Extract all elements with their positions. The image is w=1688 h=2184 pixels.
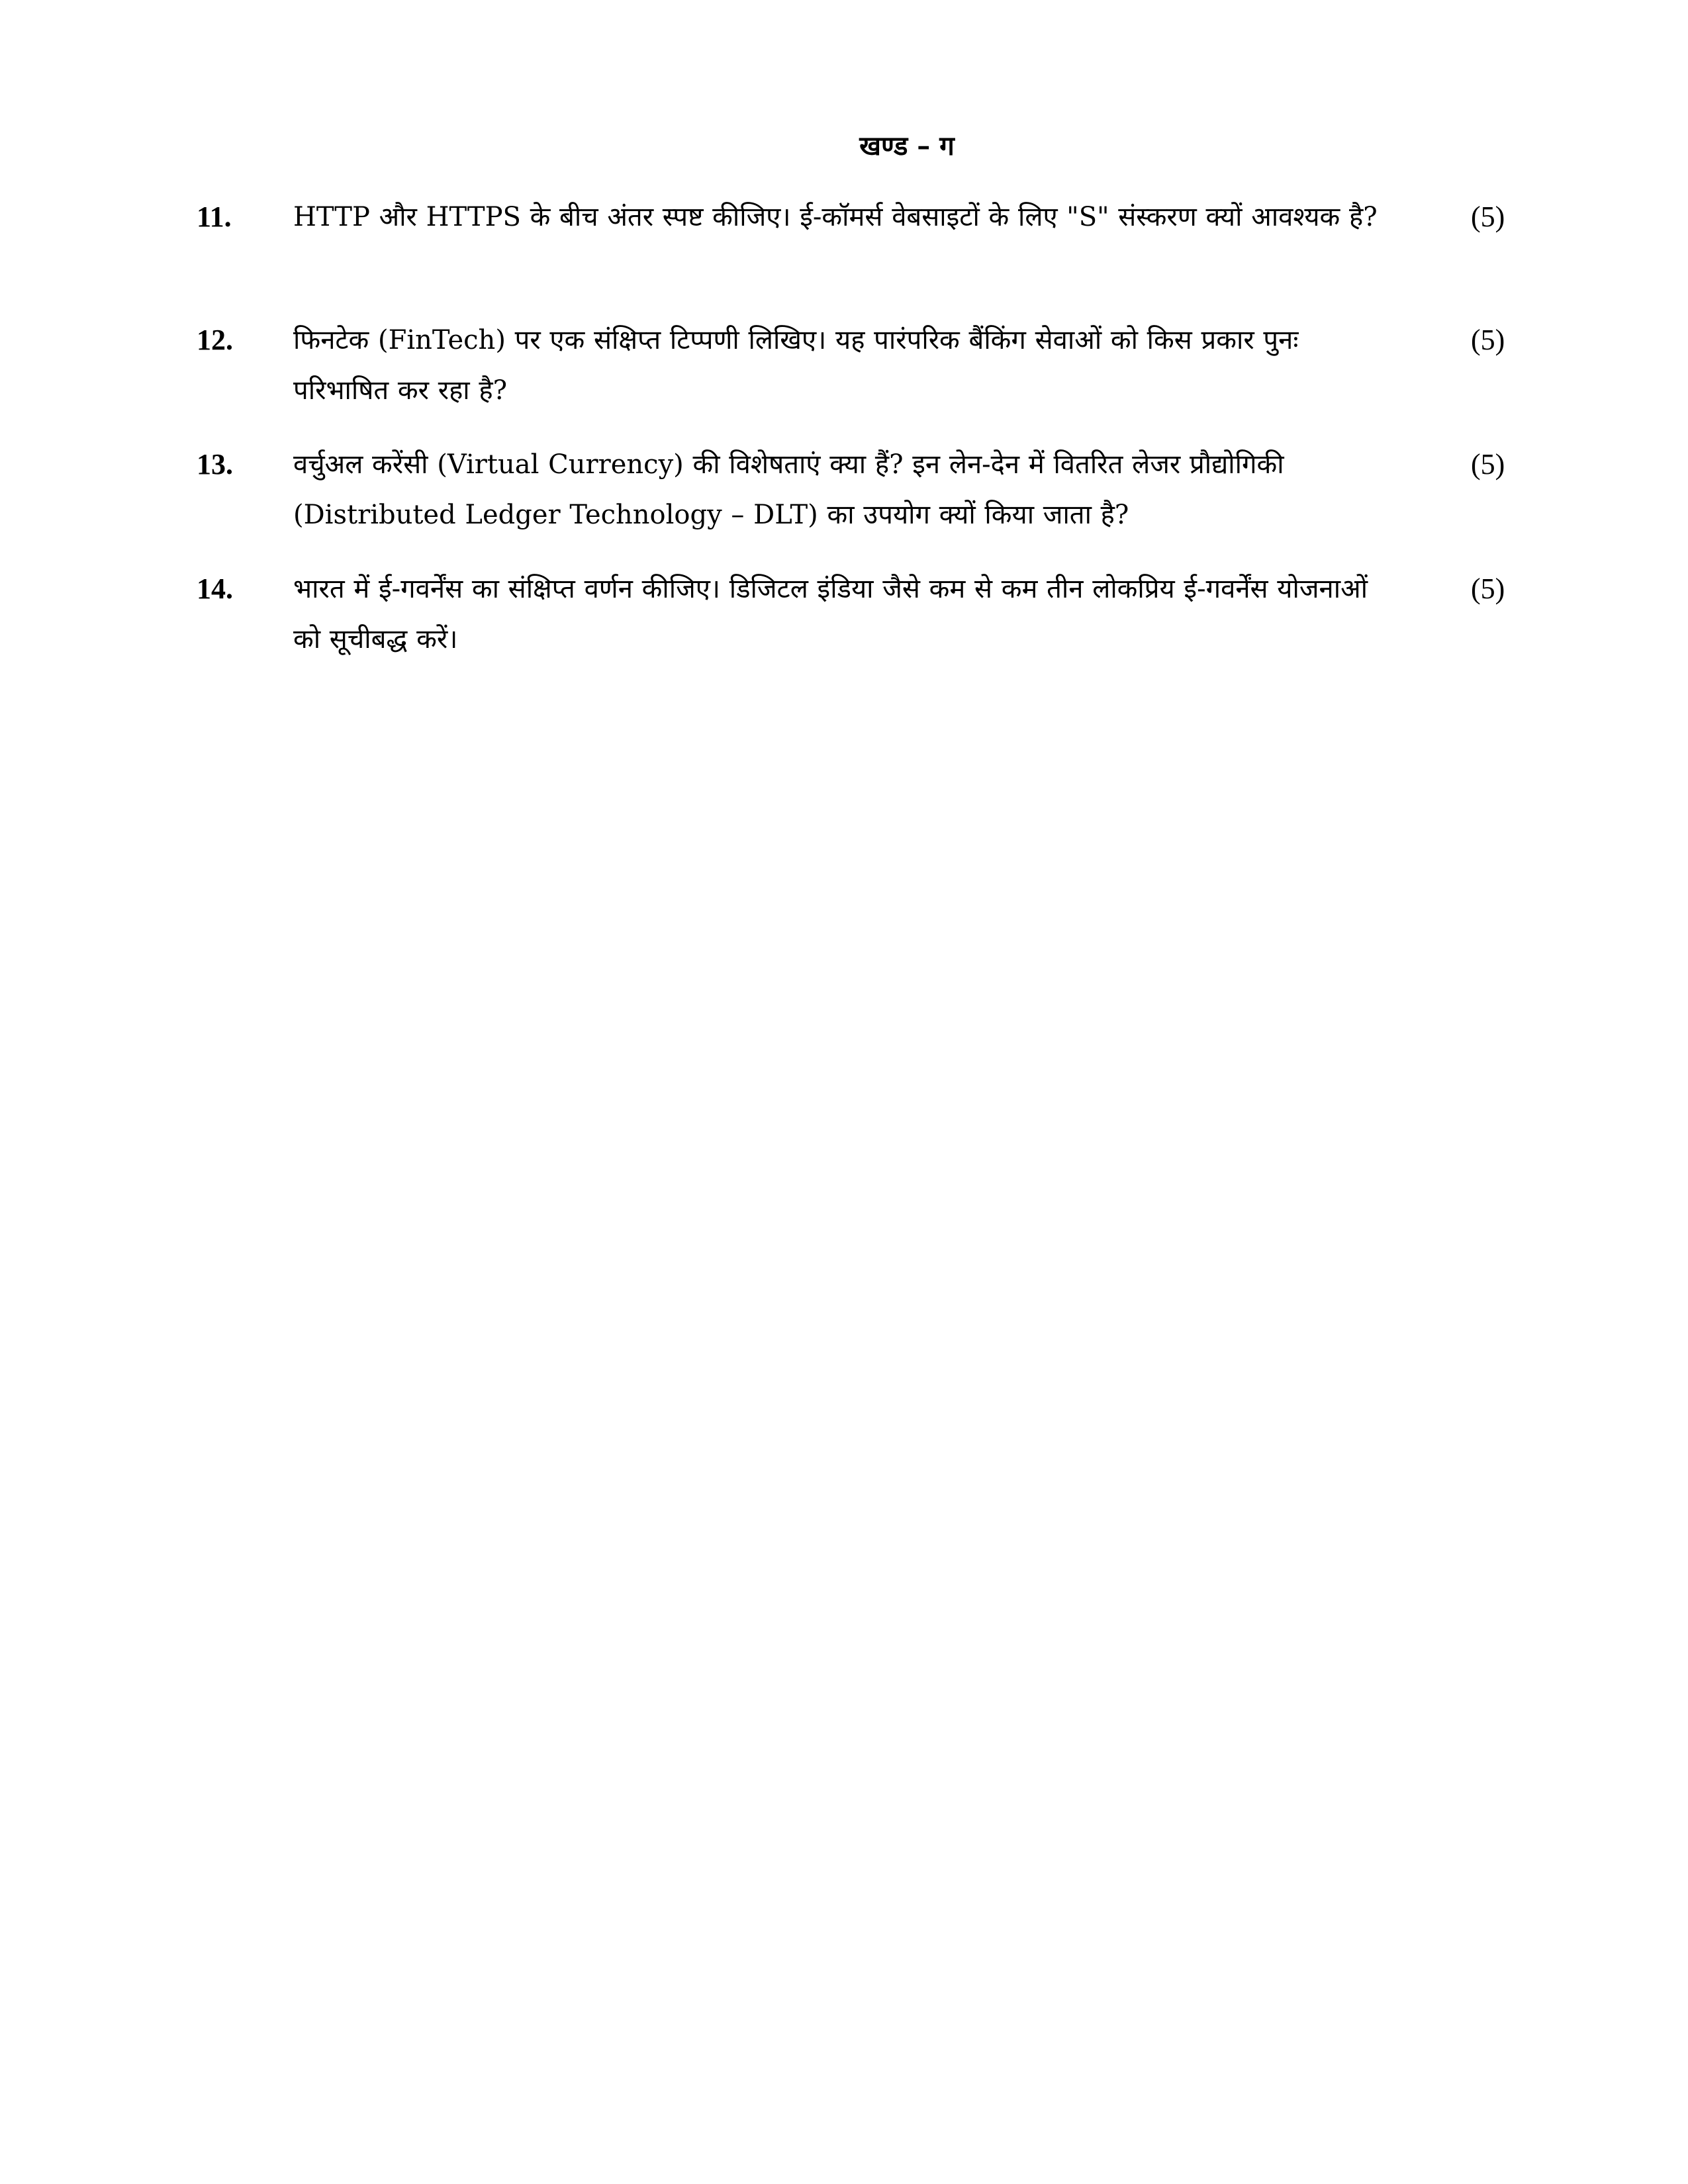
question-number: 13. [197,448,233,480]
question-number: 11. [197,201,232,233]
question-text: HTTP और HTTPS के बीच अंतर स्पष्ट कीजिए। ई-कॉमर्स वेबसाइटों के लिए "S" संस्करण क्यों आवश्यक है? [293,202,1378,232]
question-marks: (5) [1471,201,1505,233]
question-marks: (5) [1471,324,1505,356]
question-item [0,315,1688,428]
question-marks: (5) [1471,572,1505,605]
question-number: 14. [197,572,233,605]
question-number: 12. [197,324,233,356]
question-item [0,192,1688,304]
question-text: वर्चुअल करेंसी (Virtual Currency) की विशेषताएं क्या हैं? इन लेन-देन में वितरित लेजर प्रौद्योगिकी (Distributed Ledger Technology – DLT) का उपयोग क्यों किया जाता है? [293,449,1284,530]
question-text: फिनटेक (FinTech) पर एक संक्षिप्त टिप्पणी लिखिए। यह पारंपरिक बैंकिंग सेवाओं को किस प्रकार पुनः परिभाषित कर रहा है? [293,325,1299,406]
question-item [0,439,1688,552]
section-title: खण्ड – ग [859,130,955,161]
question-text: भारत में ई-गवर्नेंस का संक्षिप्त वर्णन कीजिए। डिजिटल इंडिया जैसे कम से कम तीन लोकप्रिय ई-गवर्नेंस योजनाओं को सूचीबद्ध करें। [293,574,1368,655]
question-item [0,564,1688,676]
question-marks: (5) [1471,448,1505,480]
